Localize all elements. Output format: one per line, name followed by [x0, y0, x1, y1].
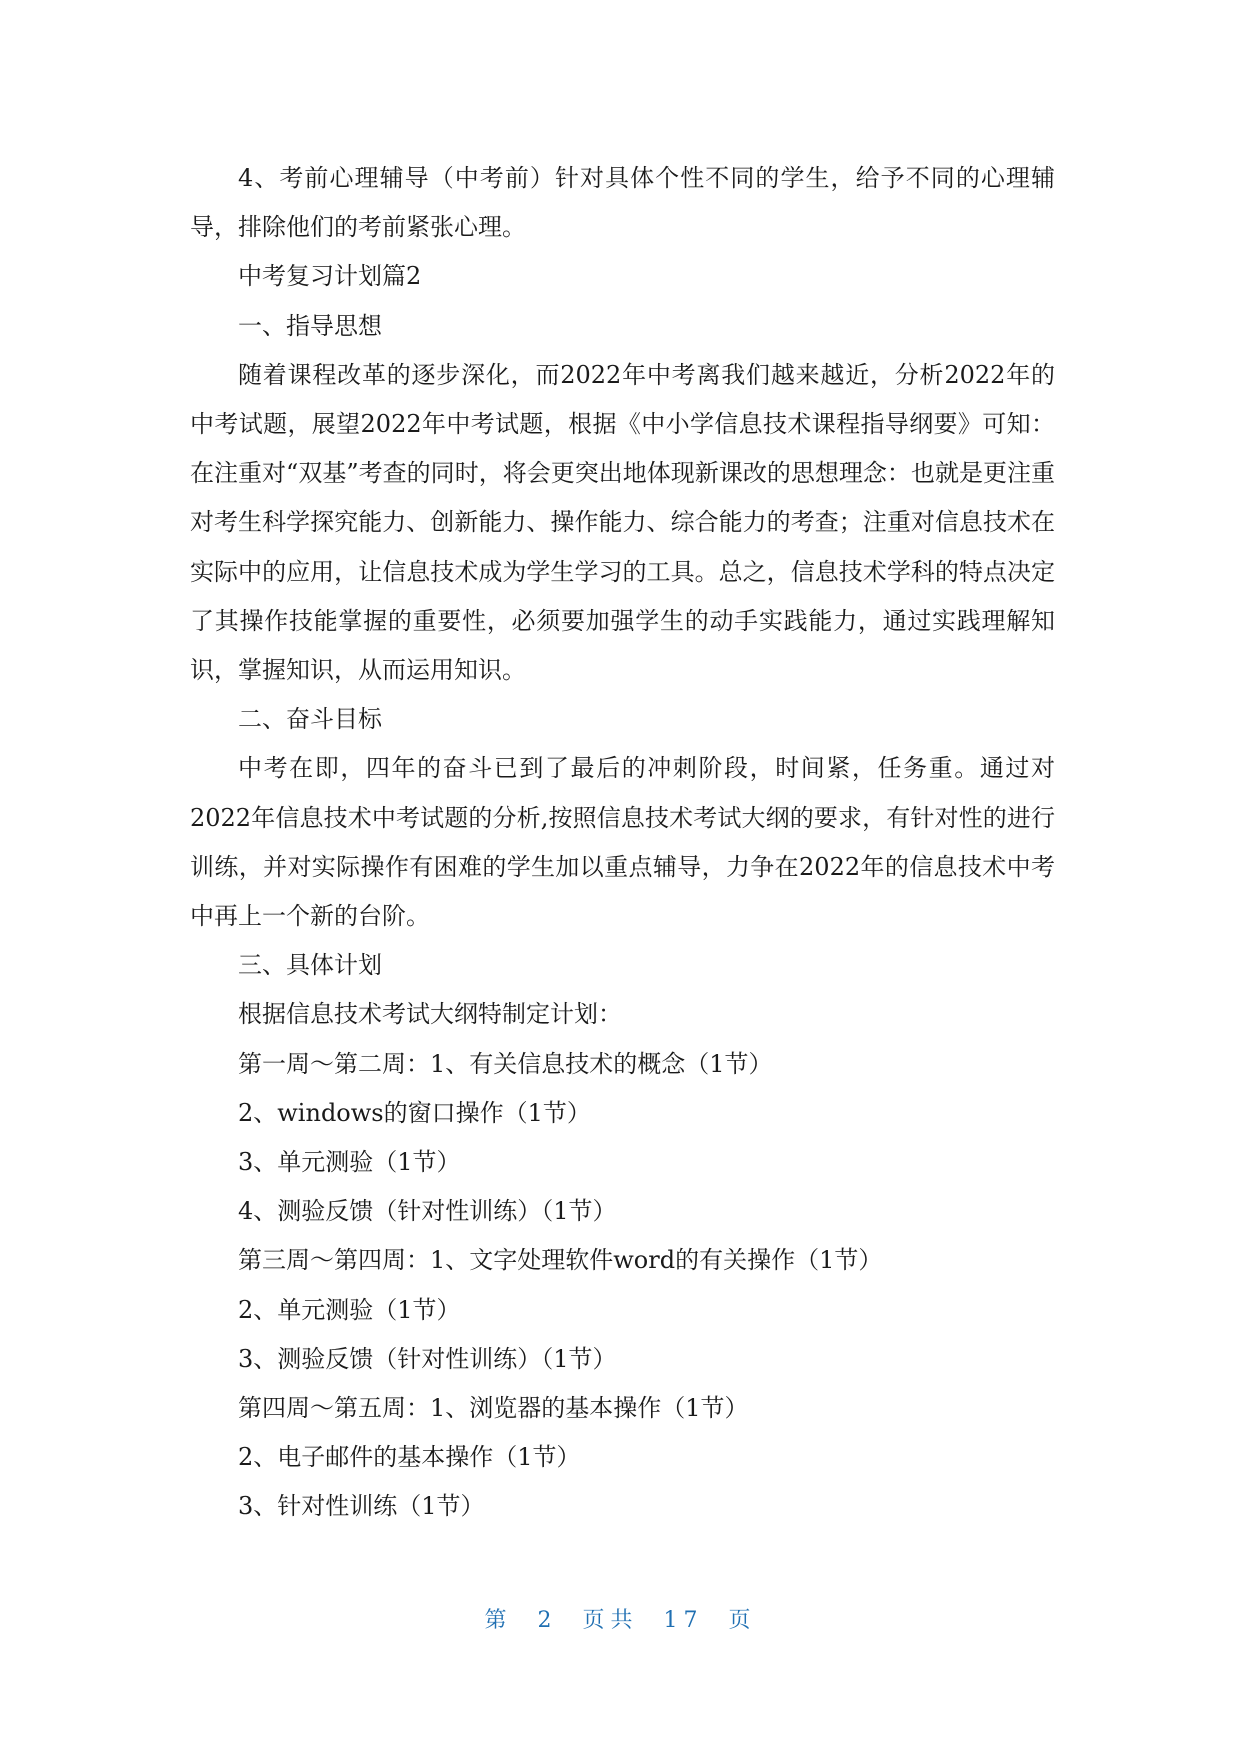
plan-item: 2、windows的窗口操作（1节）	[238, 1098, 591, 1127]
document-body	[190, 154, 1055, 1532]
plan-item: 3、针对性训练（1节）	[238, 1492, 485, 1521]
section-heading: 一、指导思想	[238, 311, 382, 340]
plan-item: 2、单元测验（1节）	[238, 1295, 461, 1324]
section-heading: 三、具体计划	[238, 951, 382, 980]
footer-suffix: 页	[728, 1608, 757, 1633]
plan-item: 第三周～第四周：1、文字处理软件word的有关操作（1节）	[238, 1246, 883, 1275]
footer-prefix: 第	[484, 1608, 513, 1633]
plan-item: 4、测验反馈（针对性训练）（1节）	[238, 1197, 617, 1226]
paragraph: 随着课程改革的逐步深化，而2022年中考离我们越来越近，分析2022年的中考试题，展望2022年中考试题，根据《中小学信息技术课程指导纲要》可知：在注重对“双基”考查的同时，将会更突出地体现新课改的思想理念：也就是更注重对考生科学探究能力、创新能力、操作能力、综合能力的考查；注重对信息技术在实际中的应用，让信息技术成为学生学习的工具。总之，信息技术学科的特点决定了其操作技能掌握的重要性，必须要加强学生的动手实践能力，通过实践理解知识，掌握知识，从而运用知识。	[190, 360, 1055, 685]
plan-item: 3、单元测验（1节）	[238, 1148, 461, 1177]
section-heading: 中考复习计划篇2	[238, 262, 422, 291]
page-footer	[0, 1606, 1241, 1636]
footer-middle: 页共	[582, 1608, 639, 1633]
plan-item: 第一周～第二周：1、有关信息技术的概念（1节）	[238, 1049, 773, 1078]
footer-page-number: 2	[537, 1608, 558, 1633]
plan-item: 2、电子邮件的基本操作（1节）	[238, 1443, 581, 1472]
paragraph: 中考在即，四年的奋斗已到了最后的冲刺阶段，时间紧，任务重。通过对2022年信息技术中考试题的分析,按照信息技术考试大纲的要求，有针对性的进行训练，并对实际操作有困难的学生加以重点辅导，力争在2022年的信息技术中考中再上一个新的台阶。	[190, 754, 1055, 931]
plan-item: 3、测验反馈（针对性训练）（1节）	[238, 1344, 617, 1373]
paragraph: 根据信息技术考试大纲特制定计划：	[238, 1000, 622, 1029]
plan-item: 第四周～第五周：1、浏览器的基本操作（1节）	[238, 1394, 749, 1423]
footer-total-pages: 17	[663, 1608, 704, 1633]
paragraph: 4、考前心理辅导（中考前）针对具体个性不同的学生，给予不同的心理辅导，排除他们的考前紧张心理。	[190, 164, 1055, 242]
section-heading: 二、奋斗目标	[238, 705, 382, 734]
